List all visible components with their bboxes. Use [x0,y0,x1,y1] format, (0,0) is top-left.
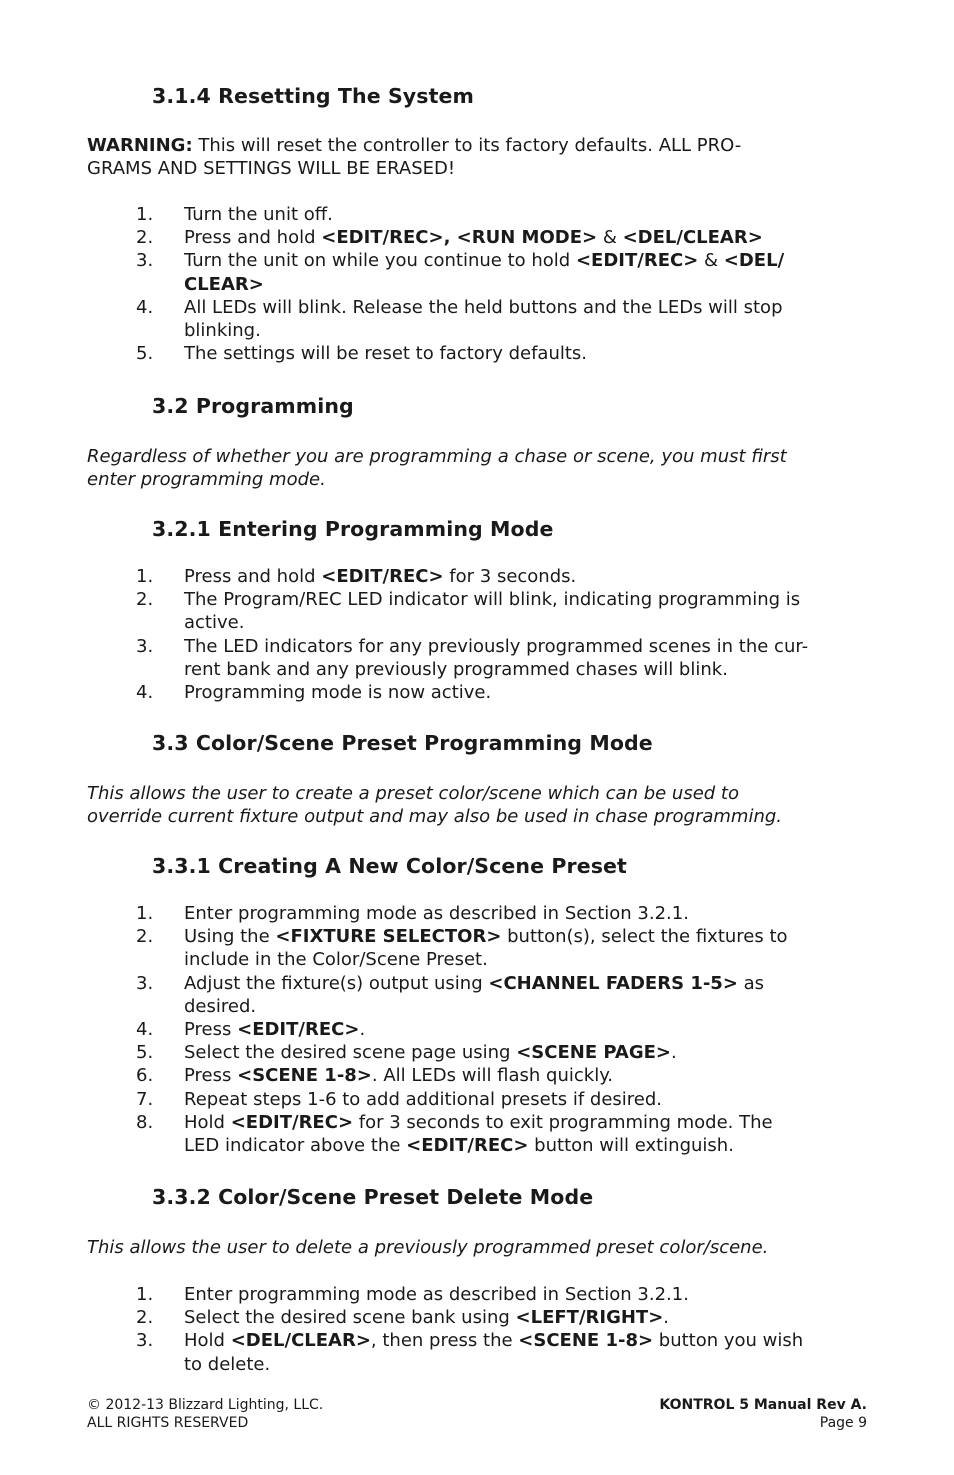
reset-steps-list [87,203,877,365]
list-item: 1. Turn the unit off. [136,204,333,225]
list-item: 4. Programming mode is now active. [136,682,492,704]
list-item: 8. Hold <EDIT/REC> for 3 seconds to exit programming mode. The LED indicator above the <EDIT/REC> button will extinguish. [136,1111,773,1157]
list-item: 4. All LEDs will blink. Release the held buttons and the LEDs will stop blinking. [136,296,783,342]
section-heading-3-1-4: 3.1.4 Resetting The System [152,84,474,108]
warning-text-line-1: This will reset the controller to its factory defaults. ALL PRO- [192,135,742,156]
list-item: 3. The LED indicators for any previously programmed scenes in the cur- rent bank and any previously programmed chases will blink. [136,635,809,680]
page-number: Page 9 [819,1415,867,1431]
list-item: 3. Hold <DEL/CLEAR>, then press the <SCENE 1-8> button you wish to delete. [136,1330,804,1375]
list-item: 1. Press and hold <EDIT/REC> for 3 seconds. [136,566,577,587]
copyright-text: © 2012-13 Blizzard Lighting, LLC. [87,1397,324,1413]
warning-text-line-2: GRAMS AND SETTINGS WILL BE ERASED! [87,158,456,179]
list-item: 5. Select the desired scene page using <SCENE PAGE>. [136,1042,677,1064]
list-item: 2. Press and hold <EDIT/REC>, <RUN MODE> & <DEL/CLEAR> [136,227,763,249]
list-item: 2. Using the <FIXTURE SELECTOR> button(s), select the fixtures to include in the Color/Scene Preset. [136,926,788,971]
list-item: 1. Enter programming mode as described in Section 3.2.1. [136,903,689,924]
entering-programming-steps-list [87,565,877,704]
creating-preset-steps-list [87,902,877,1157]
list-item: 3. Turn the unit on while you continue to hold <EDIT/REC> & <DEL/ CLEAR> [136,250,785,295]
delete-mode-intro: This allows the user to delete a previously programmed preset color/scene. [87,1237,769,1258]
section-heading-3-2-1: 3.2.1 Entering Programming Mode [152,517,554,541]
list-item: 1. Enter programming mode as described in Section 3.2.1. [136,1284,689,1305]
section-heading-3-2: 3.2 Programming [152,394,354,418]
warning-label: WARNING: [87,135,193,156]
footer-left [87,1396,323,1432]
list-item: 6. Press <SCENE 1-8>. All LEDs will flash quickly. [136,1065,614,1087]
list-item: 4. Press <EDIT/REC>. [136,1019,366,1041]
list-item: 7. Repeat steps 1-6 to add additional presets if desired. [136,1088,663,1110]
list-item: 2. Select the desired scene bank using <LEFT/RIGHT>. [136,1307,670,1329]
section-heading-3-3-2: 3.3.2 Color/Scene Preset Delete Mode [152,1185,594,1209]
list-item: 3. Adjust the fixture(s) output using <CHANNEL FADERS 1-5> as desired. [136,972,765,1017]
programming-intro: Regardless of whether you are programming a chase or scene, you must first enter programming mode. [87,446,787,490]
delete-preset-steps-list [87,1283,877,1376]
section-heading-3-3: 3.3 Color/Scene Preset Programming Mode [152,731,653,755]
footer-right [659,1396,867,1432]
rights-text: ALL RIGHTS RESERVED [87,1415,249,1431]
color-scene-intro: This allows the user to create a preset color/scene which can be used to override current fixture output and may also be used in chase programming. [87,783,783,827]
warning-paragraph [87,134,887,180]
manual-title: KONTROL 5 Manual Rev A. [659,1397,867,1413]
section-heading-3-3-1: 3.3.1 Creating A New Color/Scene Preset [152,854,627,878]
list-item: 2. The Program/REC LED indicator will blink, indicating programming is active. [136,589,801,634]
list-item: 5. The settings will be reset to factory defaults. [136,343,588,365]
